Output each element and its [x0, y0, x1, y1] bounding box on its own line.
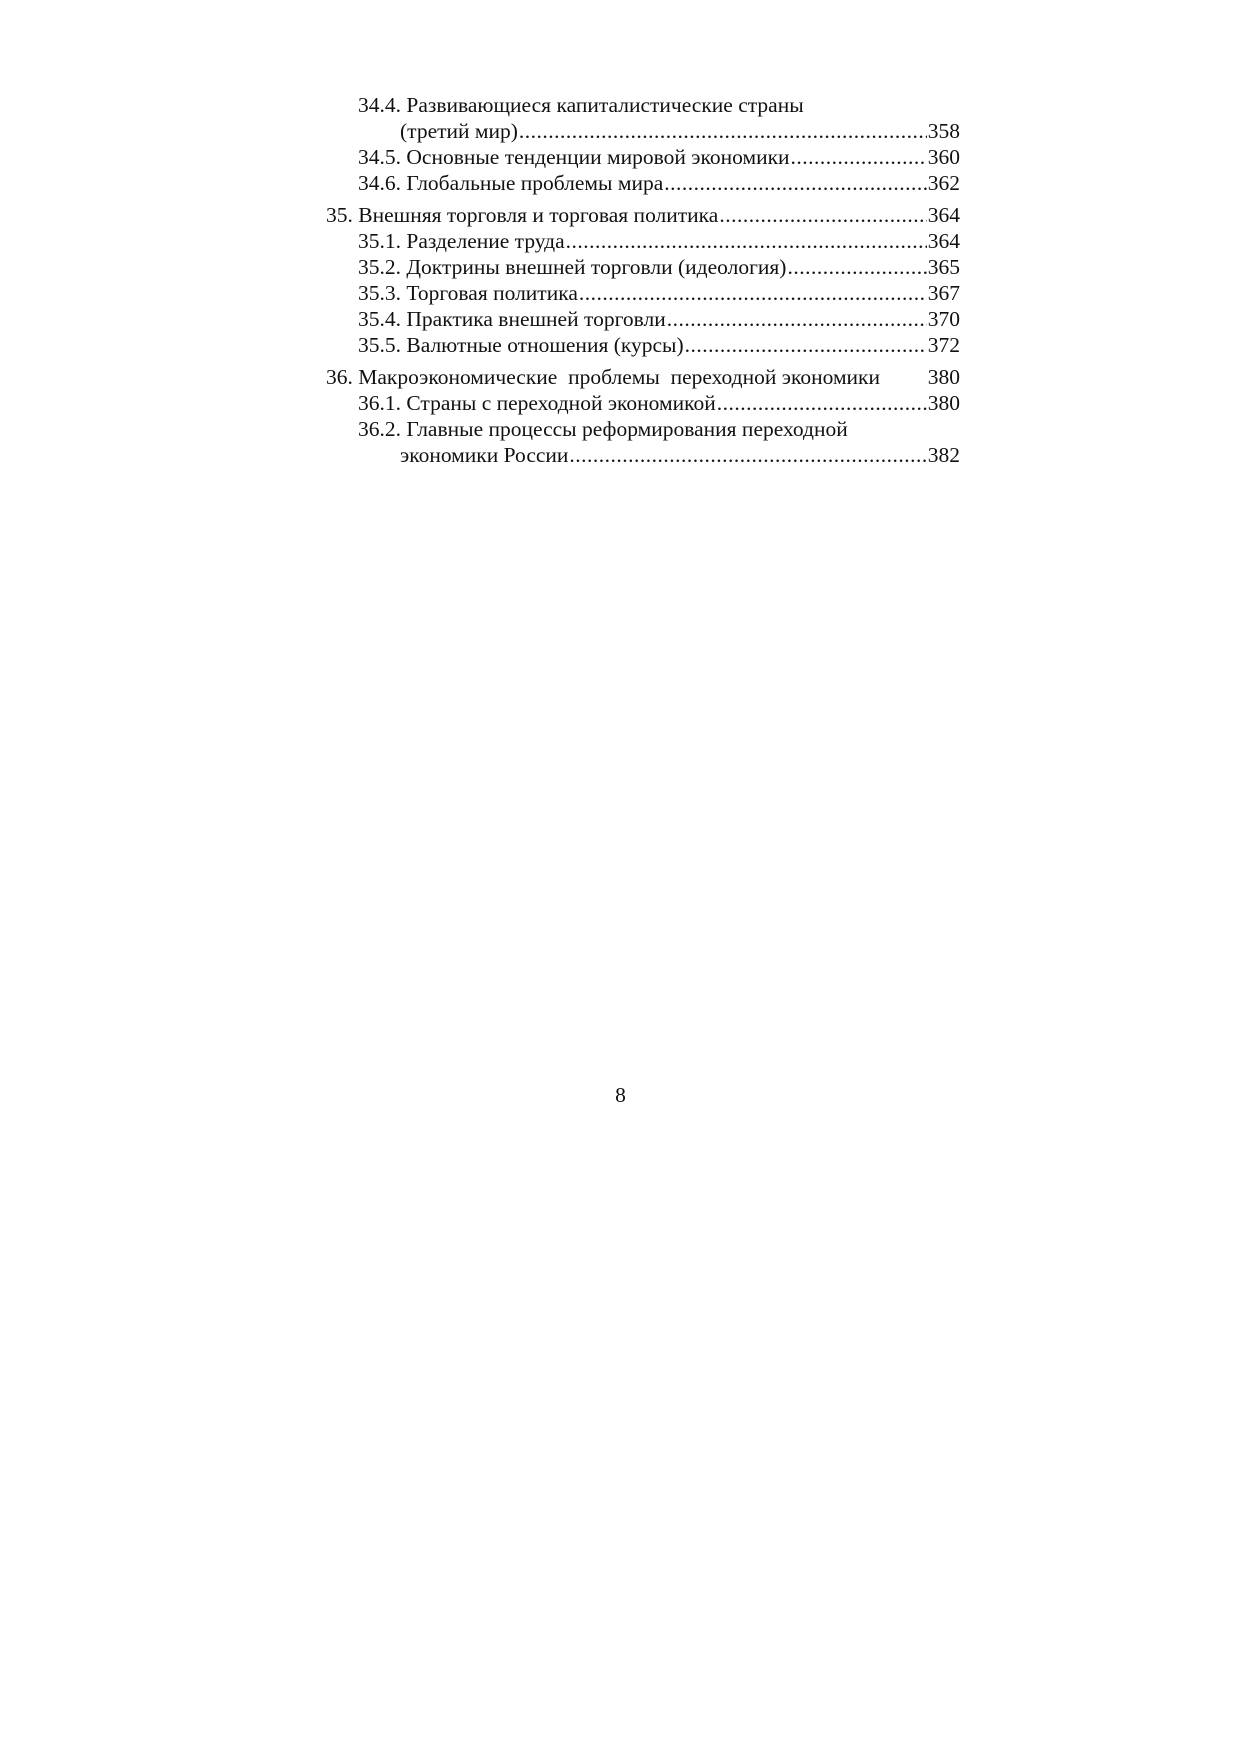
- toc-page-number: 372: [927, 333, 960, 357]
- toc-page-number: 367: [927, 281, 960, 305]
- toc-entry-36-1: [326, 390, 960, 416]
- dot-leader: [579, 280, 927, 306]
- dot-leader: [787, 254, 926, 280]
- toc-entry-35-4: [326, 306, 960, 332]
- toc-chapter-35: [326, 202, 960, 228]
- toc-entry-35-3: [326, 280, 960, 306]
- toc-entry-label: 36.1. Страны с переходной экономикой: [358, 391, 716, 415]
- toc-entry-label: 35.5. Валютные отношения (курсы): [358, 333, 684, 357]
- dot-leader: [566, 228, 927, 254]
- toc-entry-label: 34.4. Развивающиеся капиталистические страны: [358, 93, 804, 117]
- toc-entry-label: (третий мир): [400, 119, 518, 143]
- table-of-contents: [326, 92, 960, 468]
- toc-entry-label: 35.2. Доктрины внешней торговли (идеология): [358, 255, 787, 279]
- toc-page-number: 364: [927, 203, 960, 227]
- dot-leader: [664, 170, 926, 196]
- toc-entry-label: экономики России: [400, 443, 569, 467]
- toc-entry-label: 35.4. Практика внешней торговли: [358, 307, 666, 331]
- toc-entry-35-5: [326, 332, 960, 358]
- toc-entry-34-6: [326, 170, 960, 196]
- toc-page-number: 360: [927, 145, 960, 169]
- toc-entry-34-4-line2: [326, 118, 960, 144]
- dot-leader: [519, 118, 927, 144]
- dot-leader: [717, 390, 927, 416]
- toc-group-34: [326, 92, 960, 196]
- toc-entry-36-2-line2: [326, 442, 960, 468]
- dot-leader: [685, 332, 927, 358]
- toc-entry-36-2-line1: [326, 416, 960, 442]
- toc-chapter-label: 36. Макроэкономические проблемы переходной экономики: [326, 365, 881, 389]
- toc-entry-35-1: [326, 228, 960, 254]
- toc-page-number: 358: [927, 119, 960, 143]
- toc-page-number: 362: [927, 171, 960, 195]
- toc-group-35: [326, 202, 960, 358]
- toc-chapter-label: 35. Внешняя торговля и торговая политика: [326, 203, 719, 227]
- toc-entry-label: 35.3. Торговая политика: [358, 281, 578, 305]
- toc-entry-label: 36.2. Главные процессы реформирования переходной: [358, 417, 848, 441]
- toc-entry-35-2: [326, 254, 960, 280]
- toc-group-36: [326, 364, 960, 468]
- toc-page-number: 364: [927, 229, 960, 253]
- dot-leader: [791, 144, 927, 170]
- toc-page-number: 380: [927, 391, 960, 415]
- toc-chapter-36: [326, 364, 960, 390]
- toc-entry-label: 35.1. Разделение труда: [358, 229, 565, 253]
- toc-page-number: 370: [927, 307, 960, 331]
- toc-entry-34-5: [326, 144, 960, 170]
- toc-entry-label: 34.5. Основные тенденции мировой экономики: [358, 145, 790, 169]
- toc-page-number: 382: [927, 443, 960, 467]
- toc-page-number: 380: [927, 365, 960, 389]
- dot-leader: [667, 306, 927, 332]
- toc-entry-label: 34.6. Глобальные проблемы мира: [358, 171, 664, 195]
- toc-entry-34-4-line1: [326, 92, 960, 118]
- dot-leader: [719, 202, 926, 228]
- page-number: 8: [615, 1083, 626, 1107]
- toc-page-number: 365: [927, 255, 960, 279]
- dot-leader: [569, 442, 926, 468]
